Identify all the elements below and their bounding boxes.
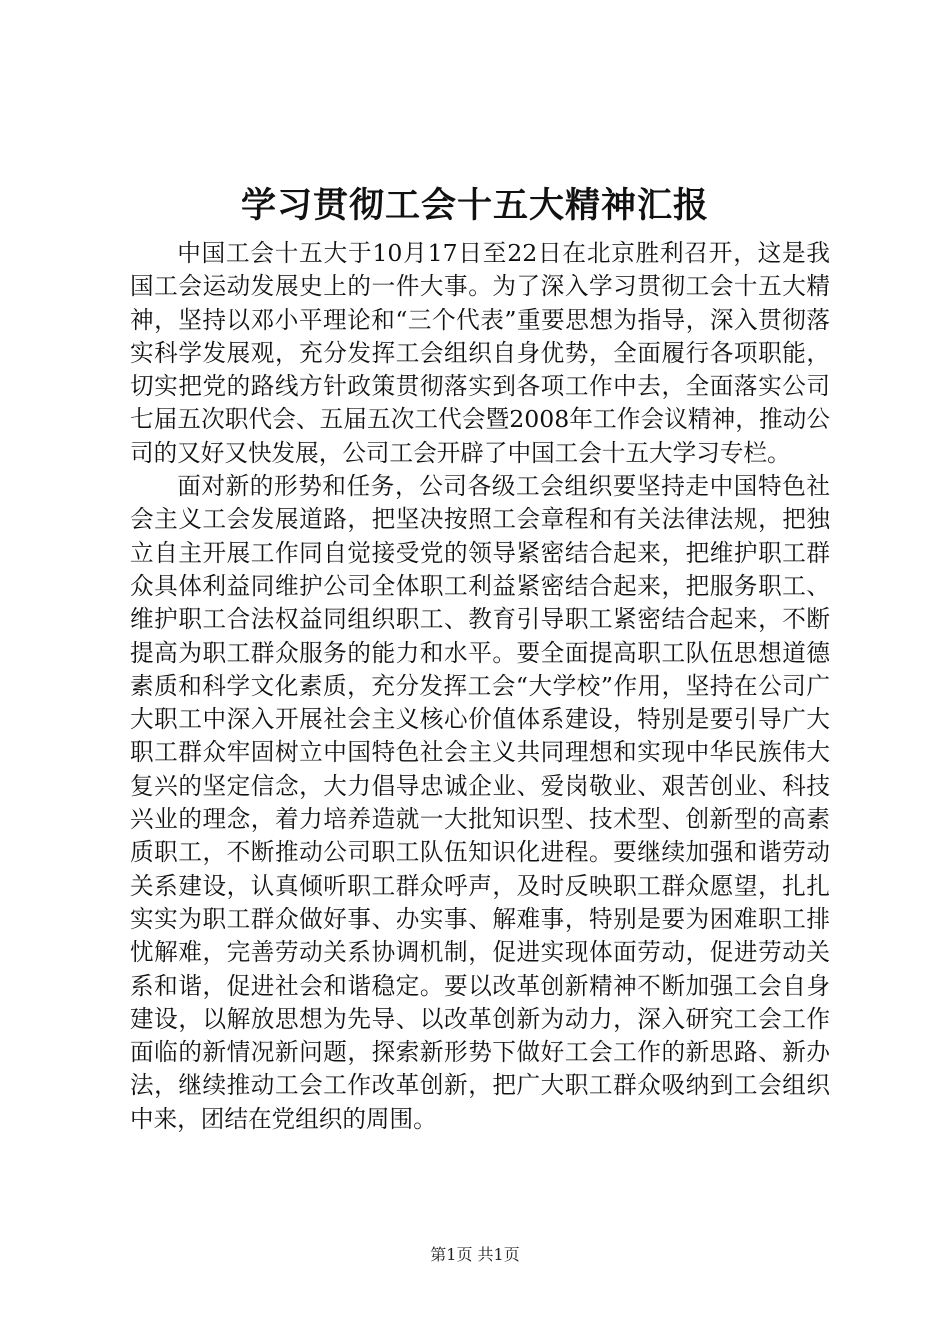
- document-body: [130, 237, 830, 1136]
- document-title: 学习贯彻工会十五大精神汇报: [240, 185, 709, 226]
- paragraph-1: 中国工会十五大于10月17日至22日在北京胜利召开，这是我国工会运动发展史上的一件大事。为了深入学习贯彻工会十五大精神，坚持以邓小平理论和“三个代表”重要思想为指导，深入贯彻落实科学发展观，充分发挥工会组织自身优势，全面履行各项职能，切实把党的路线方针政策贯彻落实到各项工作中去，全面落实公司七届五次职代会、五届五次工代会暨2008年工作会议精神，推动公司的又好又快发展，公司工会开辟了中国工会十五大学习专栏。: [130, 239, 830, 467]
- paragraph-2: 面对新的形势和任务，公司各级工会组织要坚持走中国特色社会主义工会发展道路，把坚决按照工会章程和有关法律法规，把独立自主开展工作同自觉接受党的领导紧密结合起来，把维护职工群众具体利益同维护公司全体职工利益紧密结合起来，把服务职工、维护职工合法权益同组织职工、教育引导职工紧密结合起来，不断提高为职工群众服务的能力和水平。要全面提高职工队伍思想道德素质和科学文化素质，充分发挥工会“大学校”作用，坚持在公司广大职工中深入开展社会主义核心价值体系建设，特别是要引导广大职工群众牢固树立中国特色社会主义共同理想和实现中华民族伟大复兴的坚定信念，大力倡导忠诚企业、爱岗敬业、艰苦创业、科技兴业的理念，着力培养造就一大批知识型、技术型、创新型的高素质职工，不断推动公司职工队伍知识化进程。要继续加强和谐劳动关系建设，认真倾听职工群众呼声，及时反映职工群众愿望，扎扎实实为职工群众做好事、办实事、解难事，特别是要为困难职工排忧解难，完善劳动关系协调机制，促进实现体面劳动，促进劳动关系和谐，促进社会和谐稳定。要以改革创新精神不断加强工会自身建设，以解放思想为先导、以改革创新为动力，深入研究工会工作面临的新情况新问题，探索新形势下做好工会工作的新思路、新办法，继续推动工会工作改革创新，把广大职工群众吸纳到工会组织中来，团结在党组织的周围。: [130, 472, 830, 1133]
- page-number-footer: 第1页 共1页: [430, 1245, 520, 1264]
